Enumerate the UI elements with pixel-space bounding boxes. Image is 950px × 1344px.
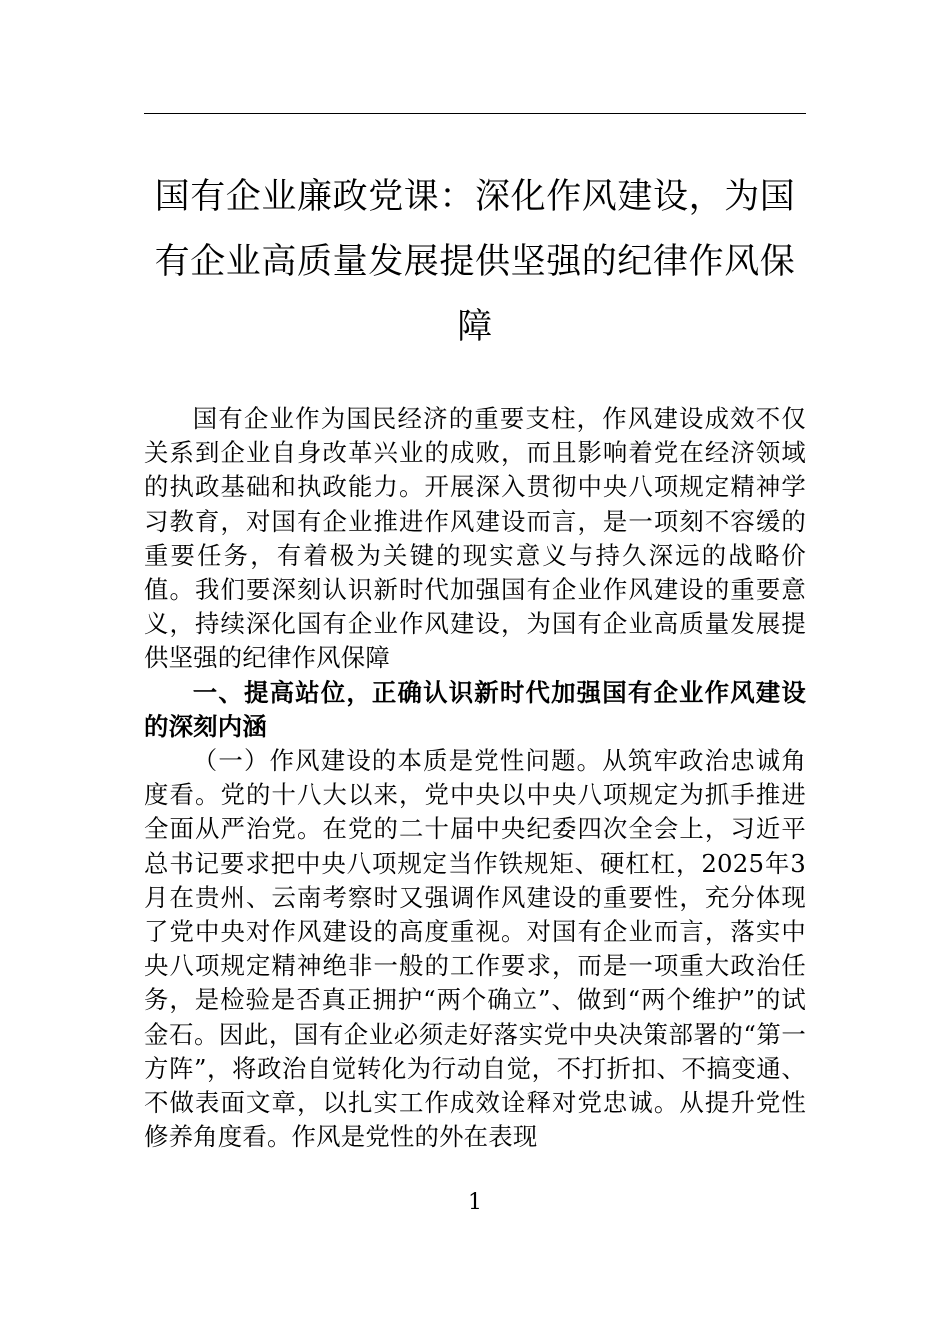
intro-paragraph: 国有企业作为国民经济的重要支柱，作风建设成效不仅关系到企业自身改革兴业的成败，而且影响着党在经济领域的执政基础和执政能力。开展深入贯彻中央八项规定精神学习教育，对国有企业推进作风建设而言，是一项刻不容缓的重要任务，有着极为关键的现实意义与持久深远的战略价值。我们要深刻认识新时代加强国有企业作风建设的重要意义，持续深化国有企业作风建设，为国有企业高质量发展提供坚强的纪律作风保障 (144, 404, 806, 673)
section-heading: 一、提高站位，正确认识新时代加强国有企业作风建设的深刻内涵 (144, 677, 806, 741)
document-body (144, 402, 806, 1154)
section-paragraph: （一）作风建设的本质是党性问题。从筑牢政治忠诚角度看。党的十八大以来，党中央以中央八项规定为抓手推进全面从严治党。在党的二十届中央纪委四次全会上，习近平总书记要求把中央八项规定当作铁规矩、硬杠杠，2025年3月在贵州、云南考察时又强调作风建设的重要性，充分体现了党中央对作风建设的高度重视。对国有企业而言，落实中央八项规定精神绝非一般的工作要求，而是一项重大政治任务，是检验是否真正拥护“两个确立”、做到“两个维护”的试金石。因此，国有企业必须走好落实党中央决策部署的“第一方阵”，将政治自觉转化为行动自觉，不打折扣、不搞变通、不做表面文章，以扎实工作成效诠释对党忠诚。从提升党性修养角度看。作风是党性的外在表现 (144, 746, 806, 1152)
header-rule (144, 113, 806, 114)
document-title: 国有企业廉政党课：深化作风建设，为国有企业高质量发展提供坚强的纪律作风保障 (154, 177, 796, 347)
page-number: 1 (468, 1190, 482, 1215)
